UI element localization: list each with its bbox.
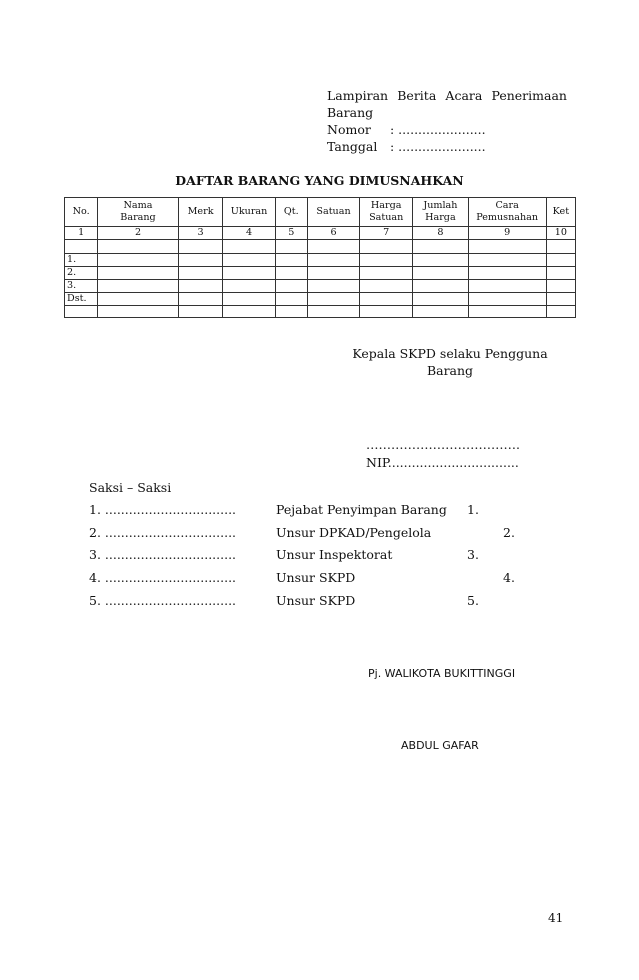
- witness-sign-number: 1.: [467, 502, 479, 517]
- table-cell: [178, 240, 223, 254]
- nama-line-2: Barang: [120, 212, 156, 223]
- witness-role: Unsur SKPD: [276, 570, 356, 585]
- table-cell: [307, 280, 359, 293]
- table-cell: [223, 267, 275, 280]
- official-name: ABDUL GAFAR: [401, 739, 479, 752]
- table-cell: [546, 240, 575, 254]
- table-row: [65, 254, 576, 267]
- table-cell: [178, 267, 223, 280]
- items-table: [64, 197, 576, 318]
- table-cell: [360, 267, 413, 280]
- table-cell: [178, 280, 223, 293]
- nip-line: NIP.................................: [366, 455, 519, 470]
- table-row: [65, 280, 576, 293]
- row-number: Dst.: [65, 293, 98, 306]
- table-cell: [275, 240, 307, 254]
- col-header-ket: Ket: [546, 198, 575, 227]
- witness-title: Saksi – Saksi: [89, 480, 172, 495]
- table-cell: [413, 280, 468, 293]
- table-cell: [98, 306, 178, 318]
- witness-sign-number: 4.: [503, 570, 515, 585]
- table-row: [65, 240, 576, 254]
- nama-line-1: Nama: [123, 200, 153, 211]
- table-cell: [98, 254, 178, 267]
- table-cell: [468, 293, 546, 306]
- column-number: 9: [468, 227, 546, 240]
- column-number: 4: [223, 227, 275, 240]
- table-cell: [360, 254, 413, 267]
- table-cell: [468, 254, 546, 267]
- column-number: 8: [413, 227, 468, 240]
- table-cell: [360, 240, 413, 254]
- table-cell: [307, 306, 359, 318]
- attachment-line-2: Barang: [327, 105, 374, 120]
- harga-line-1: Harga: [370, 200, 402, 211]
- table-cell: [546, 280, 575, 293]
- col-header-harga: [360, 198, 413, 227]
- witness-sign-number: 5.: [467, 593, 479, 608]
- table-cell: [275, 293, 307, 306]
- table-row: [65, 306, 576, 318]
- table-cell: [178, 254, 223, 267]
- table-cell: [413, 254, 468, 267]
- table-cell: [275, 254, 307, 267]
- nomor-row: [327, 121, 567, 138]
- tanggal-value: : ......................: [390, 139, 486, 154]
- witness-name-line: 5. .................................: [89, 593, 237, 608]
- table-row: [65, 293, 576, 306]
- table-cell: [178, 306, 223, 318]
- table-cell: [468, 267, 546, 280]
- witness-role: Pejabat Penyimpan Barang: [276, 502, 447, 517]
- table-cell: [360, 306, 413, 318]
- document-title: DAFTAR BARANG YANG DIMUSNAHKAN: [175, 173, 464, 188]
- column-number: 6: [307, 227, 359, 240]
- table-cell: [307, 267, 359, 280]
- col-header-nama: [98, 198, 178, 227]
- table-cell: [546, 267, 575, 280]
- witness-sign-number: 2.: [503, 525, 515, 540]
- witness-sign-number: 3.: [467, 547, 479, 562]
- witness-role: Unsur DPKAD/Pengelola: [276, 525, 432, 540]
- witness-role: Unsur SKPD: [276, 593, 356, 608]
- header-word: Lampiran: [327, 88, 389, 103]
- tanggal-row: [327, 138, 567, 155]
- col-header-jumlah: [413, 198, 468, 227]
- table-cell: [546, 293, 575, 306]
- col-header-qt: Qt.: [275, 198, 307, 227]
- table-cell: [98, 267, 178, 280]
- witness-role: Unsur Inspektorat: [276, 547, 393, 562]
- page-number: 41: [548, 911, 564, 925]
- table-cell: [413, 240, 468, 254]
- tanggal-label: Tanggal: [327, 139, 378, 154]
- attachment-line: [327, 87, 567, 104]
- table-cell: [178, 293, 223, 306]
- signature-dots: ……………………………….: [366, 437, 520, 452]
- table-cell: [223, 280, 275, 293]
- official-title: Pj. WALIKOTA BUKITTINGGI: [368, 667, 516, 680]
- table-cell: [468, 306, 546, 318]
- table-cell: [275, 280, 307, 293]
- table-cell: [223, 293, 275, 306]
- col-header-merk: Merk: [178, 198, 223, 227]
- cara-line-2: Pemusnahan: [476, 212, 539, 223]
- row-number: 3.: [65, 280, 98, 293]
- table-cell: [546, 306, 575, 318]
- table-cell: [413, 267, 468, 280]
- column-number: 7: [360, 227, 413, 240]
- row-number: 2.: [65, 267, 98, 280]
- col-header-satuan: Satuan: [307, 198, 359, 227]
- signature-title-line-1: Kepala SKPD selaku Pengguna: [352, 346, 548, 361]
- witness-name-line: 3. .................................: [89, 547, 237, 562]
- jumlah-line-1: Jumlah: [423, 200, 458, 211]
- col-header-cara: [468, 198, 546, 227]
- table-cell: [360, 293, 413, 306]
- table-cell: [98, 293, 178, 306]
- jumlah-line-2: Harga: [425, 212, 456, 223]
- col-header-no: No.: [65, 198, 98, 227]
- cara-line-1: Cara: [495, 200, 519, 211]
- table-cell: [546, 254, 575, 267]
- signature-title-line-2: Barang: [426, 363, 474, 378]
- witness-name-line: 1. .................................: [89, 502, 237, 517]
- nomor-label: Nomor: [327, 122, 371, 137]
- table-cell: [223, 240, 275, 254]
- table-cell: [468, 240, 546, 254]
- row-number: [65, 240, 98, 254]
- col-header-ukuran: Ukuran: [223, 198, 275, 227]
- table-cell: [360, 280, 413, 293]
- table-cell: [307, 240, 359, 254]
- header-word: Berita: [397, 88, 437, 103]
- table-cell: [98, 280, 178, 293]
- header-word: Acara: [445, 88, 483, 103]
- table-row: [65, 267, 576, 280]
- column-number: 3: [178, 227, 223, 240]
- column-number: 5: [275, 227, 307, 240]
- table-cell: [223, 254, 275, 267]
- header-word: Penerimaan: [491, 88, 567, 103]
- table-cell: [307, 293, 359, 306]
- table-header-row: [65, 198, 576, 227]
- column-number: 1: [65, 227, 98, 240]
- signature-block: [340, 345, 560, 379]
- table-cell: [307, 254, 359, 267]
- signature-name-area: [366, 436, 520, 472]
- table-cell: [413, 306, 468, 318]
- table-cell: [275, 306, 307, 318]
- witness-name-line: 2. .................................: [89, 525, 237, 540]
- witness-name-line: 4. .................................: [89, 570, 237, 585]
- attachment-header: [327, 87, 567, 155]
- table-cell: [275, 267, 307, 280]
- nomor-value: : ......................: [390, 122, 486, 137]
- column-number: 2: [98, 227, 178, 240]
- table-cell: [468, 280, 546, 293]
- table-cell: [413, 293, 468, 306]
- harga-line-2: Satuan: [369, 212, 404, 223]
- row-number: 1.: [65, 254, 98, 267]
- row-number: [65, 306, 98, 318]
- table-cell: [98, 240, 178, 254]
- column-number-row: [65, 227, 576, 240]
- column-number: 10: [546, 227, 575, 240]
- table-cell: [223, 306, 275, 318]
